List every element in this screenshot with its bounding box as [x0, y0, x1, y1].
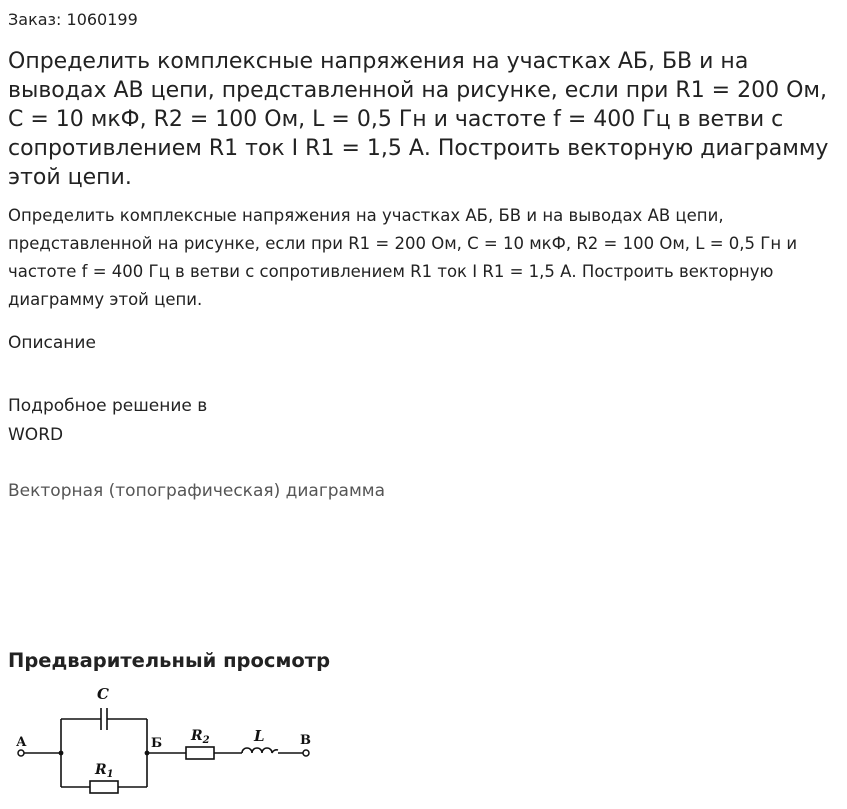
description-label: Описание	[8, 333, 96, 353]
inductor-label: L	[254, 727, 265, 745]
terminal-a	[18, 750, 24, 756]
r1-label: $R_1$	[95, 762, 114, 780]
preview-heading: Предварительный просмотр	[8, 649, 331, 672]
page-title: Определить комплексные напряжения на участках АБ, БВ и на выводах АВ цепи, представленной на рисунке, если при R1 = 200 Ом, С = 10 мкФ, R2 = 100 Ом, L = 0,5 Гн и частоте f = 400 Гц в ветви с сопротивлением R1 ток I R1 = 1,5 А. Построить векторную диаграмму этой цепи.	[8, 49, 829, 190]
node-b-label: Б	[151, 736, 163, 751]
resistor-r1	[90, 781, 118, 793]
inductor-l	[242, 748, 278, 753]
solution-note: Подробное решение в WORD	[8, 396, 208, 445]
circuit-diagram	[8, 681, 318, 799]
task-description: Определить комплексные напряжения на участках АБ, БВ и на выводах АВ цепи, представленной на рисунке, если при R1 = 200 Ом, С = 10 мкФ, R2 = 100 Ом, L = 0,5 Гн и частоте f = 400 Гц в ветви с сопротивлением R1 ток I R1 = 1,5 А. Построить векторную диаграмму этой цепи.	[8, 206, 798, 309]
resistor-r2	[186, 747, 214, 759]
junction-right	[145, 751, 150, 756]
junction-left	[59, 751, 64, 756]
r2-label: $R_2$	[191, 728, 210, 746]
terminal-v	[303, 750, 309, 756]
node-v-label: В	[300, 733, 311, 748]
capacitor-label: C	[97, 685, 109, 703]
node-a-label: А	[16, 735, 27, 750]
vector-diagram-note: Векторная (топографическая) диаграмма	[8, 481, 386, 501]
order-number: Заказ: 1060199	[8, 10, 138, 29]
